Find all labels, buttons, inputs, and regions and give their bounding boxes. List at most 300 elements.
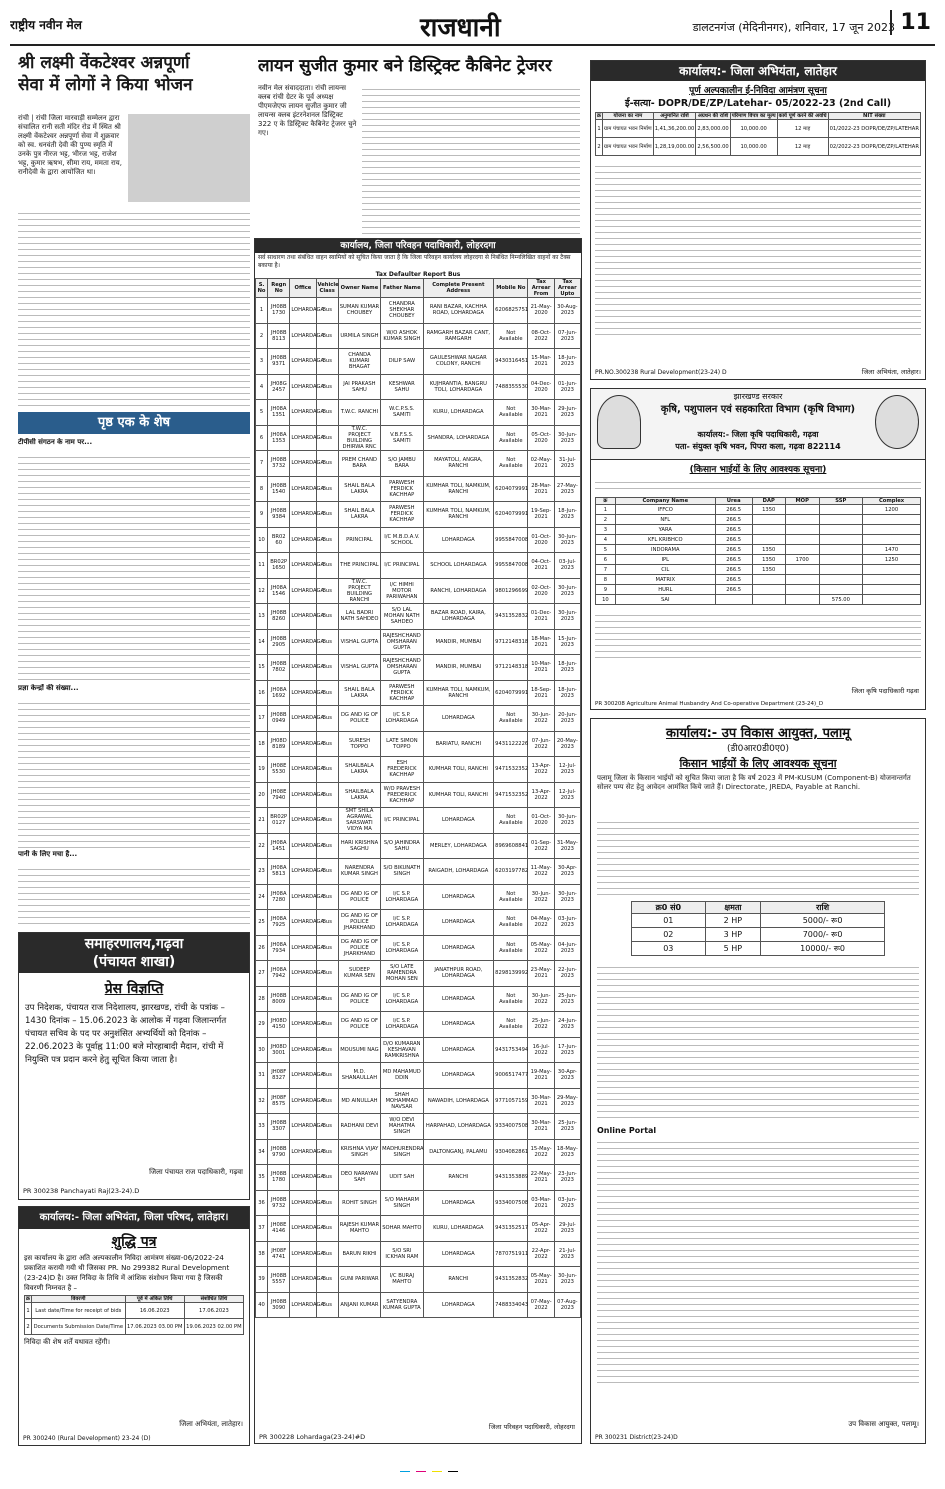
tax-defaulter-cell: SOHAR MAHTO <box>381 1216 423 1242</box>
fertilizer-cell: 1350 <box>752 555 785 565</box>
fertilizer-cell: YARA <box>615 525 715 535</box>
tax-defaulter-cell: SHAIL BALA LAKRA <box>338 476 380 502</box>
tax-defaulter-cell: 30-Mar-2021 <box>528 1114 554 1140</box>
tax-defaulter-cell: LOHARDAGA <box>290 476 316 502</box>
tax-defaulter-cell: BARIATU, RANCHI <box>423 731 494 757</box>
tax-defaulter-cell: NARENDRA KUMAR SINGH <box>338 859 380 885</box>
tax-defaulter-cell: Not Available <box>494 323 528 349</box>
tax-defaulter-cell: JH08B 1540 <box>268 476 290 502</box>
kusum-notice: किसान भाईयों के लिए आवश्यक सूचना <box>679 757 837 770</box>
tender-header-cell: परिमाण विपत्र का मूल्य <box>731 113 776 119</box>
middle-lead: नवीन मेल संवाददाता। रांची लायन्स क्लब रांची ग्रेटर के पूर्व अध्यक्ष पीएमजेएफ लायन सुजीत कुमार जी लायन्स क्लब इंटरनेशनल डिस्ट्रिक्ट 322 ए के डिस्ट्रिक्ट कैबिनेट ट्रेजरर चुने गए। <box>258 84 357 137</box>
tax-defaulter-cell: SUMAN KUMAR CHOUBEY <box>338 298 380 324</box>
tax-defaulter-cell: Bus <box>316 1190 338 1216</box>
tax-defaulter-cell: Bus <box>316 884 338 910</box>
tax-defaulter-cell: JH08A 1692 <box>268 680 290 706</box>
tax-defaulter-cell: LOHARDAGA <box>290 655 316 681</box>
tax-defaulter-cell: RANCHI, LOHARDAGA <box>423 578 494 604</box>
fertilizer-row <box>596 575 921 585</box>
tax-defaulter-cell: 30-Apr-2023 <box>554 859 580 885</box>
fertilizer-header-cell: क्र <box>596 498 616 505</box>
tax-defaulter-cell: ESH FREDERICK KACHHAP <box>381 757 423 783</box>
tax-defaulter-cell: 18-May-2023 <box>554 1139 580 1165</box>
tax-defaulter-cell: 30-Jun-2023 <box>554 1267 580 1293</box>
fertilizer-cell: 1700 <box>785 555 819 565</box>
tax-defaulter-cell: T.W.C. PROJECT BUILDING DHIRWA RNC <box>338 425 380 451</box>
tax-defaulter-cell: Bus <box>316 1241 338 1267</box>
tender-table <box>595 112 921 156</box>
tax-defaulter-cell: JH08A 1351 <box>268 400 290 426</box>
tax-defaulter-cell: 01-Sep-2022 <box>528 833 554 859</box>
jharkhand-emblem-icon <box>597 395 641 449</box>
fertilizer-cell <box>819 525 863 535</box>
tax-defaulter-cell: Not Available <box>494 986 528 1012</box>
tax-defaulter-cell: LOHARDAGA <box>423 706 494 732</box>
tax-defaulter-cell: JH08B 3090 <box>268 1292 290 1318</box>
tax-defaulter-cell: RAJESHCHAND OMSHARAN GUPTA <box>381 629 423 655</box>
tax-defaulter-cell: Bus <box>316 1139 338 1165</box>
tax-defaulter-cell: 18 <box>256 731 268 757</box>
tax-defaulter-cell: 9006517477 <box>494 1063 528 1089</box>
tax-defaulter-cell: 6204079991 <box>494 476 528 502</box>
tax-defaulter-cell: JH08F 4741 <box>268 1241 290 1267</box>
pump-cell: 5 HP <box>705 942 761 956</box>
tax-defaulter-row <box>256 1114 581 1140</box>
tax-defaulter-cell: DILIP SAW <box>381 349 423 375</box>
tax-defaulter-cell: LOHARDAGA <box>423 1012 494 1038</box>
corrigendum-footer: निविदा की शेष शर्तें यथावत रहेंगी। <box>24 1338 111 1346</box>
tax-defaulter-cell: SATYENDRA KUMAR GUPTA <box>381 1292 423 1318</box>
tender-signatory: जिला अभियंता, लातेहार। <box>861 368 921 376</box>
agri-office: कार्यालय:- जिला कृषि पदाधिकारी, गढ़वा <box>697 430 819 439</box>
tax-defaulter-cell: JH08B 1730 <box>268 298 290 324</box>
fertilizer-row <box>596 505 921 515</box>
tax-defaulter-cell: S/O JAMBU BARA <box>381 451 423 477</box>
tax-defaulter-cell: HARI KRISHNA SAGHU <box>338 833 380 859</box>
tax-defaulter-cell: 14 <box>256 629 268 655</box>
continued-text-2 <box>18 698 250 848</box>
tax-defaulter-row <box>256 349 581 375</box>
corrigendum-cell: 19.06.2023 02.00 PM <box>184 1319 243 1335</box>
tax-defaulter-cell: 9431352832 <box>494 1267 528 1293</box>
fertilizer-cell: CIL <box>615 565 715 575</box>
tax-defaulter-cell: Bus <box>316 1292 338 1318</box>
fertilizer-cell <box>715 595 752 605</box>
ad-agriculture-garhwa <box>590 388 926 710</box>
tax-defaulter-cell: Bus <box>316 349 338 375</box>
tax-defaulter-cell: LOHARDAGA <box>290 935 316 961</box>
tax-defaulter-cell: KUJHRANTIA, BANGRU TOLI, LOHARDAGA <box>423 374 494 400</box>
tax-defaulter-cell: 31 <box>256 1063 268 1089</box>
tax-defaulter-header-cell: Tax Arrear From <box>528 279 554 298</box>
fertilizer-cell <box>785 575 819 585</box>
fertilizer-cell: NFL <box>615 515 715 525</box>
fertilizer-cell <box>819 515 863 525</box>
tax-defaulter-row <box>256 578 581 604</box>
fertilizer-header-cell: Company Name <box>615 498 715 505</box>
fertilizer-cell: 8 <box>596 575 616 585</box>
tax-defaulter-cell: Bus <box>316 451 338 477</box>
fertilizer-cell <box>752 585 785 595</box>
tax-defaulter-row <box>256 1088 581 1114</box>
tax-defaulter-cell: 9801296699 <box>494 578 528 604</box>
tax-defaulter-cell: I/C S.P. LOHARDAGA <box>381 706 423 732</box>
fertilizer-cell: 266.5 <box>715 575 752 585</box>
transport-intro: सर्व साधारण तथा संबंधित वाहन स्वामियों को सूचित किया जाता है कि जिला परिवहन कार्यालय लोहरदगा से निबंधित निम्नलिखित वाहनों का टैक्स बकाया है। <box>258 254 571 269</box>
tax-defaulter-cell: JAI PRAKASH SAHU <box>338 374 380 400</box>
tax-defaulter-cell: KUMHAR TOLI, NAMKUM, RANCHI <box>423 476 494 502</box>
tax-defaulter-row <box>256 1216 581 1242</box>
tax-defaulter-cell: SURESH TOPPO <box>338 731 380 757</box>
tax-defaulter-cell: KESHWAR SAHU <box>381 374 423 400</box>
tender-cell: 1 <box>596 120 603 138</box>
tax-defaulter-cell: I/C M.B.D.A.V. SCHOOL <box>381 527 423 553</box>
corrigendum-header-cell: संशोधित तिथि <box>184 1296 243 1303</box>
fertilizer-cell: KFL KRIBHCO <box>615 535 715 545</box>
tax-defaulter-cell: PRINCIPAL <box>338 527 380 553</box>
tax-defaulter-cell: SHAIL BALA LAKRA <box>338 502 380 528</box>
tax-defaulter-cell: 21-Jul-2023 <box>554 1241 580 1267</box>
tax-defaulter-cell: RANCHI <box>423 1165 494 1191</box>
tax-defaulter-row <box>256 935 581 961</box>
tax-defaulter-cell: PREM CHAND BARA <box>338 451 380 477</box>
kusum-title: कार्यालय:- उप विकास आयुक्त, पलामू <box>665 726 851 741</box>
tax-defaulter-cell: 07-May-2022 <box>528 1292 554 1318</box>
newspaper-logo: राष्ट्रीय नवीन मेल <box>10 18 82 32</box>
fertilizer-cell: 3 <box>596 525 616 535</box>
tax-defaulter-cell: 04-May-2022 <box>528 910 554 936</box>
tax-defaulter-cell: S/O JAHINDRA SAHU <box>381 833 423 859</box>
color-swatch <box>448 1471 458 1472</box>
tax-defaulter-cell: LOHARDAGA <box>290 884 316 910</box>
tax-defaulter-cell: JH08B 0949 <box>268 706 290 732</box>
corrigendum-header-cell: विवरणी <box>32 1296 126 1303</box>
tax-defaulter-cell: PARWESH FERDICK KACHHAP <box>381 476 423 502</box>
corrigendum-cell: 17.06.2023 03.00 PM <box>125 1319 184 1335</box>
tender-row <box>596 138 921 156</box>
tender-header-cell: अनुमानित राशि <box>653 113 696 120</box>
kusum-eligibility-text <box>597 817 919 897</box>
tax-defaulter-cell: 9430316451 <box>494 349 528 375</box>
tax-defaulter-cell: JH08D 3001 <box>268 1037 290 1063</box>
tax-defaulter-cell: BR02P 1650 <box>268 553 290 579</box>
tax-defaulter-cell: 13 <box>256 604 268 630</box>
fertilizer-cell: 2 <box>596 515 616 525</box>
tax-defaulter-cell: LOHARDAGA <box>290 629 316 655</box>
tax-defaulter-cell: 5 <box>256 400 268 426</box>
pump-header-cell: क्षमता <box>705 902 761 914</box>
fertilizer-row <box>596 585 921 595</box>
fertilizer-cell <box>863 565 921 575</box>
fertilizer-cell: 266.5 <box>715 585 752 595</box>
tax-defaulter-cell: 11-May-2022 <box>528 859 554 885</box>
fertilizer-cell <box>863 515 921 525</box>
tax-defaulter-cell: Bus <box>316 578 338 604</box>
tax-defaulter-cell: 28 <box>256 986 268 1012</box>
tender-row <box>596 120 921 138</box>
tax-defaulter-cell: Bus <box>316 1216 338 1242</box>
tax-defaulter-cell: KUMHAR TOLI, RANCHI <box>423 782 494 808</box>
tax-defaulter-cell: T.W.C. RANCHI <box>338 400 380 426</box>
tax-defaulter-cell: 15 <box>256 655 268 681</box>
tax-defaulter-cell: Bus <box>316 1267 338 1293</box>
fertilizer-cell <box>819 575 863 585</box>
tax-defaulter-cell: LOHARDAGA <box>290 502 316 528</box>
tax-defaulter-cell: LOHARDAGA <box>290 859 316 885</box>
department-logo-icon <box>875 395 919 449</box>
tax-defaulter-cell: 12 <box>256 578 268 604</box>
tax-defaulter-cell: Not Available <box>494 1012 528 1038</box>
corrigendum-title: कार्यालय:- जिला अभियंता, जिला परिषद, लातेहार। <box>19 1207 249 1229</box>
tax-defaulter-cell: T.W.C. PROJECT BUILDING RANCHI <box>338 578 380 604</box>
left-headline <box>18 52 250 114</box>
tax-defaulter-cell: LOHARDAGA <box>290 578 316 604</box>
tax-defaulter-cell: 9712148318 <box>494 655 528 681</box>
tax-defaulter-cell: Bus <box>316 604 338 630</box>
tax-defaulter-cell: 9955847008 <box>494 527 528 553</box>
tax-defaulter-cell: LOHARDAGA <box>290 757 316 783</box>
color-swatch <box>432 1471 442 1472</box>
tax-defaulter-cell: LOHARDAGA <box>290 1241 316 1267</box>
tax-defaulter-cell: LOHARDAGA <box>423 1292 494 1318</box>
tax-defaulter-cell: 05-Oct-2020 <box>528 425 554 451</box>
tax-defaulter-cell: KUMHAR TOLI, NAMKUM, RANCHI <box>423 680 494 706</box>
fertilizer-cell: IFFCO <box>615 505 715 515</box>
tax-defaulter-cell: JH08B 8260 <box>268 604 290 630</box>
subheading-water: पानी के लिए मचा है... <box>18 850 78 858</box>
tender-header-cell: योजना का नाम <box>602 113 653 120</box>
fertilizer-row <box>596 595 921 605</box>
tax-defaulter-cell: 9431353889 <box>494 1165 528 1191</box>
tax-defaulter-cell: 16-Jul-2022 <box>528 1037 554 1063</box>
tax-defaulter-cell: I/C HIMHI MOTOR PARIWAHAN <box>381 578 423 604</box>
tax-defaulter-cell: 30-Jun-2023 <box>554 604 580 630</box>
tax-defaulter-cell: Bus <box>316 1037 338 1063</box>
tax-defaulter-cell: LOHARDAGA <box>290 782 316 808</box>
tax-defaulter-cell: 6206825751 <box>494 298 528 324</box>
tax-defaulter-cell: JH08B 9384 <box>268 502 290 528</box>
middle-body-text <box>362 84 580 234</box>
tax-defaulter-cell: DALTONGANJ, PALAMU <box>423 1139 494 1165</box>
tax-defaulter-cell: VISHAL GUPTA <box>338 655 380 681</box>
tax-defaulter-cell: LOHARDAGA <box>290 604 316 630</box>
tax-defaulter-cell: 7870751911 <box>494 1241 528 1267</box>
tax-defaulter-cell: JH08A 1546 <box>268 578 290 604</box>
tax-defaulter-cell: LOHARDAGA <box>290 961 316 987</box>
tax-defaulter-cell: SHAIL BALA LAKRA <box>338 680 380 706</box>
tax-defaulter-cell: LOHARDAGA <box>290 1216 316 1242</box>
kusum-pr: PR 300231 District(23-24)D <box>595 1434 678 1441</box>
tax-defaulter-cell: I/C S.P. LOHARDAGA <box>381 935 423 961</box>
tender-cell: 02/2022-23 DOPR/DE/ZP/LATEHAR <box>828 138 920 156</box>
tax-defaulter-cell: GAULESHWAR NAGAR COLONY, RANCHI <box>423 349 494 375</box>
fertilizer-row <box>596 525 921 535</box>
ad-latehar-tender <box>590 60 926 380</box>
tax-defaulter-cell: 9471532352 <box>494 757 528 783</box>
tax-defaulter-row <box>256 808 581 834</box>
tender-header-cell: कार्य पूर्ण करने की अवधि <box>778 113 827 119</box>
tender-title: कार्यालय:- जिला अभियंता, लातेहार <box>591 61 925 81</box>
press-release-text: उप निदेशक, पंचायत राज निदेशालय, झारखण्ड, रांची के पत्रांक – 1430 दिनांक – 15.06.2023 के आलोक में गढ़वा जिलान्तर्गत पंचायत सचिव के पद पर अनुशंसित अभ्यर्थियों को दिनांक – 22.06.2023 के पूर्वाह्न 11:00 बजे मोरहाबादी मैदान, रांची में नियुक्ति पत्र प्रदान करने हेतु सूचित किया जाता है। <box>25 1003 227 1065</box>
tax-defaulter-cell: 19 <box>256 757 268 783</box>
tax-defaulter-cell: W/O PRAVESH FREDERICK KACHHAP <box>381 782 423 808</box>
fertilizer-cell: 1 <box>596 505 616 515</box>
tax-defaulter-cell: 9431352517 <box>494 1216 528 1242</box>
corrigendum-cell: 2 <box>25 1319 32 1335</box>
pump-cell: 7000/- रू0 <box>761 928 885 942</box>
subheading-pragya: प्रज्ञा केन्द्रों की संख्या... <box>18 684 79 692</box>
tax-defaulter-cell: LOHARDAGA <box>290 910 316 936</box>
tax-defaulter-cell: 02-May-2021 <box>528 451 554 477</box>
tax-defaulter-cell: MERLEY, LOHARDAGA <box>423 833 494 859</box>
fertilizer-cell: 6 <box>596 555 616 565</box>
tender-cell: 01/2022-23 DOPR/DE/ZP/LATEHAR <box>828 120 920 138</box>
tax-defaulter-cell: LOHARDAGA <box>290 374 316 400</box>
tax-defaulter-cell: RAMGARH BAZAR CANT, RAMGARH <box>423 323 494 349</box>
tax-defaulter-cell: 03-Jun-2023 <box>554 1190 580 1216</box>
ad-palamu-kusum <box>590 718 926 1444</box>
tax-defaulter-cell: 18-Jun-2023 <box>554 680 580 706</box>
tax-defaulter-cell: 01-Dec-2021 <box>528 604 554 630</box>
tax-defaulter-cell: 9771057159 <box>494 1088 528 1114</box>
tax-defaulter-cell: LATE SIMON TOPPO <box>381 731 423 757</box>
fertilizer-cell: 266.5 <box>715 535 752 545</box>
tax-defaulter-cell: 30-Jun-2023 <box>554 578 580 604</box>
tax-defaulter-cell: ROHIT SINGH <box>338 1190 380 1216</box>
tax-defaulter-cell: Bus <box>316 808 338 834</box>
tax-defaulter-cell: I/C BURAJ MAHTO <box>381 1267 423 1293</box>
pump-cell: 3 HP <box>705 928 761 942</box>
tax-defaulter-cell: 15-May-2022 <box>528 1139 554 1165</box>
fertilizer-cell <box>863 575 921 585</box>
subheading-tpc: टीपीसी संगठन के नाम पर... <box>18 438 93 446</box>
tax-defaulter-cell: 18-Sep-2021 <box>528 680 554 706</box>
tax-defaulter-cell: S/O SRI ICKHAN RAM <box>381 1241 423 1267</box>
fertilizer-row <box>596 515 921 525</box>
tax-defaulter-cell: 21-May-2020 <box>528 298 554 324</box>
tax-defaulter-cell: 7488334043 <box>494 1292 528 1318</box>
tax-defaulter-cell: LOHARDAGA <box>290 1292 316 1318</box>
tax-defaulter-cell: Bus <box>316 425 338 451</box>
tax-defaulter-cell: I/C S.P. LOHARDAGA <box>381 884 423 910</box>
tax-defaulter-cell: LOHARDAGA <box>423 1241 494 1267</box>
tax-defaulter-cell: JH08B 2905 <box>268 629 290 655</box>
tax-defaulter-cell: LOHARDAGA <box>290 349 316 375</box>
tax-defaulter-cell: BR02P 0127 <box>268 808 290 834</box>
tax-defaulter-cell: 04-Oct-2021 <box>528 553 554 579</box>
tax-defaulter-row <box>256 961 581 987</box>
kusum-documents-text <box>597 1137 919 1387</box>
tax-defaulter-cell: 30-Jun-2023 <box>554 527 580 553</box>
tax-defaulter-cell: KUMHAR TOLI, RANCHI <box>423 757 494 783</box>
tender-cell: 10,000.00 <box>730 138 777 156</box>
tax-defaulter-cell: 8 <box>256 476 268 502</box>
tax-defaulter-cell: 9431753494 <box>494 1037 528 1063</box>
pump-row <box>632 914 885 928</box>
tax-defaulter-cell: 22-May-2021 <box>528 1165 554 1191</box>
tax-defaulter-cell: LOHARDAGA <box>423 527 494 553</box>
tax-defaulter-cell: URMILA SINGH <box>338 323 380 349</box>
tax-defaulter-cell: JH08A 7280 <box>268 884 290 910</box>
tax-defaulter-cell: 22 <box>256 833 268 859</box>
tax-defaulter-cell: DG AND IG OF POLICE JHARKHAND <box>338 910 380 936</box>
fertilizer-cell: 266.5 <box>715 555 752 565</box>
tax-defaulter-cell: JH08D 4150 <box>268 1012 290 1038</box>
tax-defaulter-cell: 07-Jun-2022 <box>528 731 554 757</box>
pump-header-cell: राशि <box>761 902 885 914</box>
tax-defaulter-cell: Bus <box>316 476 338 502</box>
press-release-signatory: जिला पंचायत राज पदाधिकारी, गढ़वा <box>149 1168 243 1176</box>
tax-defaulter-cell: M.D. SHANAULLAH <box>338 1063 380 1089</box>
fertilizer-cell <box>819 535 863 545</box>
kusum-online-portal: Online Portal <box>597 1126 657 1135</box>
tax-defaulter-cell: 17-Jun-2023 <box>554 1037 580 1063</box>
tax-defaulter-cell: LAL BADRI NATH SAHDEO <box>338 604 380 630</box>
fertilizer-cell <box>819 585 863 595</box>
tax-defaulter-cell: LOHARDAGA <box>290 400 316 426</box>
tax-defaulter-cell: DG AND IG OF POLICE <box>338 1012 380 1038</box>
tax-defaulter-cell: 24-Jun-2023 <box>554 1012 580 1038</box>
tax-defaulter-cell: 05-May-2021 <box>528 1267 554 1293</box>
tax-defaulter-cell: Bus <box>316 502 338 528</box>
tax-defaulter-cell: MADHURENDRA SINGH <box>381 1139 423 1165</box>
tax-defaulter-cell: I/C PRINCIPAL <box>381 553 423 579</box>
tax-defaulter-cell: LOHARDAGA <box>290 731 316 757</box>
fertilizer-cell: INDORAMA <box>615 545 715 555</box>
tax-defaulter-cell: 23-May-2021 <box>528 961 554 987</box>
fertilizer-cell <box>863 535 921 545</box>
tax-defaulter-cell: LOHARDAGA <box>290 425 316 451</box>
tax-defaulter-cell: DEO NARAYAN SAH <box>338 1165 380 1191</box>
tax-defaulter-cell: Bus <box>316 935 338 961</box>
transport-caption: Tax Defaulter Report Bus <box>375 271 461 278</box>
tax-defaulter-cell: KUMHAR TOLI, NAMKUM, RANCHI <box>423 502 494 528</box>
tax-defaulter-cell: 25 <box>256 910 268 936</box>
tax-defaulter-cell: Bus <box>316 629 338 655</box>
fertilizer-row <box>596 545 921 555</box>
tax-defaulter-cell: 6204079991 <box>494 680 528 706</box>
tax-defaulter-cell: 18-Jun-2023 <box>554 502 580 528</box>
middle-headline: लायन सुजीत कुमार बने डिस्ट्रिक्ट कैबिनेट ट्रेजरर <box>258 56 552 76</box>
tax-defaulter-cell: 01-Jun-2023 <box>554 374 580 400</box>
fertilizer-cell <box>785 595 819 605</box>
tax-defaulter-cell: 13-Apr-2022 <box>528 782 554 808</box>
tax-defaulter-cell: UDIT SAH <box>381 1165 423 1191</box>
tax-defaulter-cell: 11 <box>256 553 268 579</box>
tax-defaulter-cell: LOHARDAGA <box>290 1114 316 1140</box>
tax-defaulter-header-cell: Vehicle Class <box>316 279 338 298</box>
fertilizer-header-cell: SSP <box>819 498 863 505</box>
tax-defaulter-cell: 20-May-2023 <box>554 731 580 757</box>
corrigendum-cell: Last date/Time for receipt of bids <box>32 1303 126 1319</box>
tax-defaulter-cell: JH08A 7925 <box>268 910 290 936</box>
color-registration-strip <box>400 1462 560 1472</box>
tax-defaulter-cell: Bus <box>316 859 338 885</box>
tax-defaulter-cell: Bus <box>316 1063 338 1089</box>
tax-defaulter-cell: 9471532352 <box>494 782 528 808</box>
tax-defaulter-header-cell: Mobile No <box>494 279 528 298</box>
tax-defaulter-cell: 05-May-2022 <box>528 935 554 961</box>
fertilizer-cell <box>819 555 863 565</box>
tax-defaulter-cell: 10 <box>256 527 268 553</box>
tax-defaulter-cell: 9712148318 <box>494 629 528 655</box>
tax-defaulter-cell: 6204079991 <box>494 502 528 528</box>
tax-defaulter-cell: BARUN RIKHI <box>338 1241 380 1267</box>
tax-defaulter-cell: 08-Oct-2022 <box>528 323 554 349</box>
tax-defaulter-cell: LOHARDAGA <box>290 706 316 732</box>
tax-defaulter-cell: 18-Mar-2021 <box>528 629 554 655</box>
tax-defaulter-cell: JANATHPUR ROAD, LOHARDAGA <box>423 961 494 987</box>
